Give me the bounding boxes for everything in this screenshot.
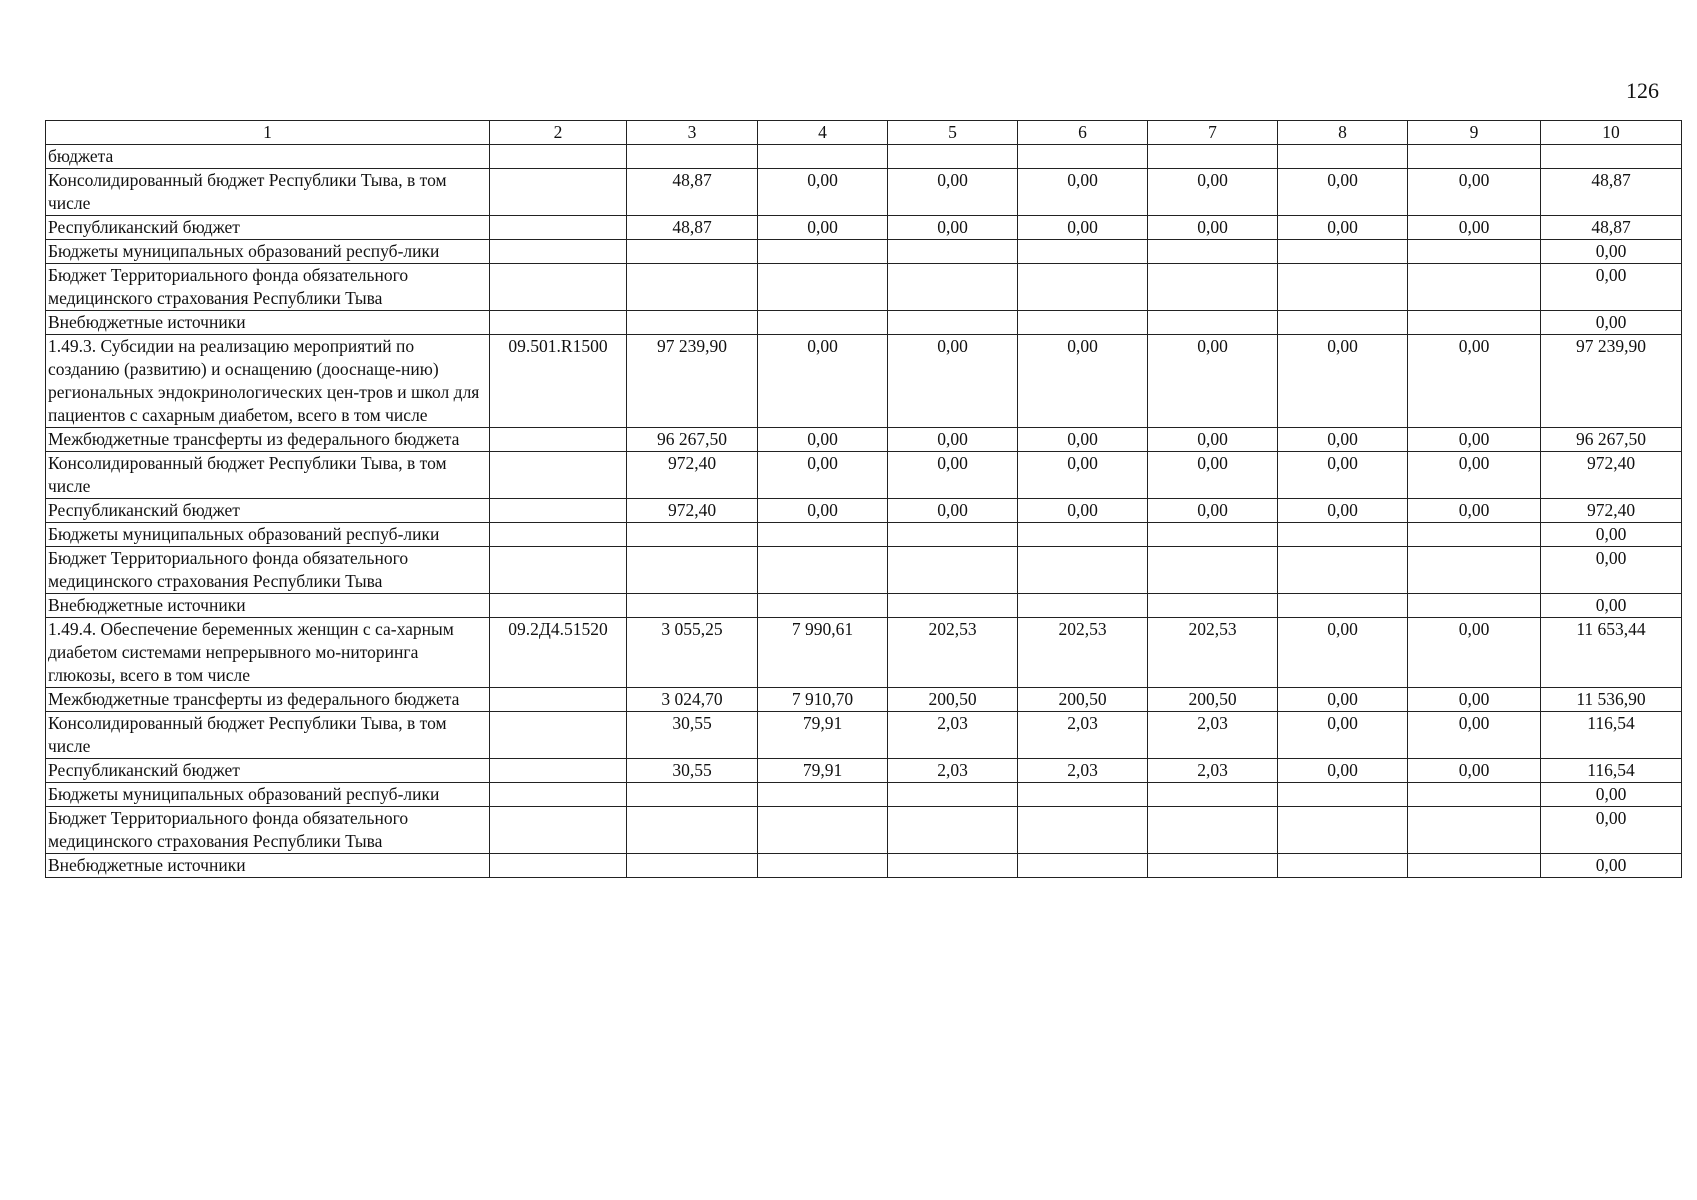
budget-code — [490, 854, 627, 878]
total-value: 97 239,90 — [1541, 335, 1682, 428]
year-value — [888, 264, 1018, 311]
column-header-2: 2 — [490, 121, 627, 145]
year-value: 0,00 — [1278, 499, 1408, 523]
year-value — [627, 594, 758, 618]
year-value: 0,00 — [1148, 335, 1278, 428]
year-value — [758, 240, 888, 264]
year-value — [1278, 547, 1408, 594]
table-row — [46, 594, 1682, 618]
total-value: 0,00 — [1541, 240, 1682, 264]
column-header-9: 9 — [1408, 121, 1541, 145]
budget-code — [490, 783, 627, 807]
year-value: 3 055,25 — [627, 618, 758, 688]
year-value: 0,00 — [1408, 169, 1541, 216]
budget-table — [45, 120, 1682, 878]
year-value: 0,00 — [1278, 452, 1408, 499]
year-value: 0,00 — [1278, 428, 1408, 452]
table-row — [46, 783, 1682, 807]
row-description: Консолидированный бюджет Республики Тыва, в том числе — [46, 169, 490, 216]
total-value: 0,00 — [1541, 264, 1682, 311]
year-value: 2,03 — [1018, 759, 1148, 783]
year-value — [1148, 311, 1278, 335]
budget-code — [490, 169, 627, 216]
table-row — [46, 688, 1682, 712]
table-row — [46, 854, 1682, 878]
year-value: 0,00 — [1148, 428, 1278, 452]
year-value: 0,00 — [888, 335, 1018, 428]
year-value — [1148, 523, 1278, 547]
table-row — [46, 618, 1682, 688]
year-value: 0,00 — [1018, 499, 1148, 523]
total-value: 0,00 — [1541, 547, 1682, 594]
year-value — [758, 783, 888, 807]
year-value — [1018, 594, 1148, 618]
row-description: Межбюджетные трансферты из федерального бюджета — [46, 428, 490, 452]
year-value — [1148, 240, 1278, 264]
year-value — [1278, 594, 1408, 618]
row-description: 1.49.4. Обеспечение беременных женщин с са-харным диабетом системами непрерывного мо-ниторинга глюкозы, всего в том числе — [46, 618, 490, 688]
budget-code: 09.501.R1500 — [490, 335, 627, 428]
budget-code — [490, 594, 627, 618]
total-value: 116,54 — [1541, 712, 1682, 759]
year-value: 48,87 — [627, 216, 758, 240]
year-value — [758, 523, 888, 547]
year-value: 0,00 — [1278, 169, 1408, 216]
year-value — [1018, 854, 1148, 878]
year-value — [1408, 783, 1541, 807]
year-value: 0,00 — [1408, 216, 1541, 240]
row-description: Внебюджетные источники — [46, 311, 490, 335]
row-description: Межбюджетные трансферты из федерального бюджета — [46, 688, 490, 712]
year-value — [1018, 807, 1148, 854]
budget-code — [490, 428, 627, 452]
year-value — [1278, 854, 1408, 878]
year-value — [1408, 145, 1541, 169]
year-value: 48,87 — [627, 169, 758, 216]
total-value: 48,87 — [1541, 216, 1682, 240]
row-description: Бюджет Территориального фонда обязательного медицинского страхования Республики Тыва — [46, 547, 490, 594]
year-value: 96 267,50 — [627, 428, 758, 452]
year-value: 0,00 — [888, 452, 1018, 499]
year-value — [627, 547, 758, 594]
year-value: 79,91 — [758, 759, 888, 783]
table-row — [46, 216, 1682, 240]
year-value — [1018, 547, 1148, 594]
budget-code — [490, 712, 627, 759]
year-value: 0,00 — [758, 428, 888, 452]
year-value: 200,50 — [1018, 688, 1148, 712]
year-value: 0,00 — [1278, 759, 1408, 783]
year-value: 0,00 — [1278, 335, 1408, 428]
year-value: 202,53 — [1148, 618, 1278, 688]
year-value: 2,03 — [888, 712, 1018, 759]
year-value: 30,55 — [627, 759, 758, 783]
year-value — [758, 547, 888, 594]
year-value — [1018, 523, 1148, 547]
year-value — [758, 594, 888, 618]
total-value: 48,87 — [1541, 169, 1682, 216]
budget-code — [490, 523, 627, 547]
column-header-7: 7 — [1148, 121, 1278, 145]
year-value — [1148, 145, 1278, 169]
year-value — [1148, 783, 1278, 807]
budget-code — [490, 216, 627, 240]
budget-code — [490, 311, 627, 335]
year-value: 0,00 — [1408, 618, 1541, 688]
table-row — [46, 264, 1682, 311]
total-value: 972,40 — [1541, 499, 1682, 523]
year-value — [1408, 854, 1541, 878]
header-row — [46, 121, 1682, 145]
year-value — [1278, 807, 1408, 854]
year-value — [758, 854, 888, 878]
table-row — [46, 428, 1682, 452]
year-value: 972,40 — [627, 499, 758, 523]
year-value: 0,00 — [1408, 335, 1541, 428]
year-value: 0,00 — [888, 428, 1018, 452]
year-value: 972,40 — [627, 452, 758, 499]
total-value: 0,00 — [1541, 594, 1682, 618]
table-row — [46, 712, 1682, 759]
table-row — [46, 169, 1682, 216]
total-value: 0,00 — [1541, 311, 1682, 335]
total-value: 11 653,44 — [1541, 618, 1682, 688]
year-value: 30,55 — [627, 712, 758, 759]
year-value: 0,00 — [888, 499, 1018, 523]
year-value — [888, 311, 1018, 335]
table-row — [46, 499, 1682, 523]
year-value — [1278, 523, 1408, 547]
year-value — [1278, 264, 1408, 311]
year-value — [888, 145, 1018, 169]
column-header-10: 10 — [1541, 121, 1682, 145]
year-value — [1408, 311, 1541, 335]
year-value — [758, 264, 888, 311]
row-description: Республиканский бюджет — [46, 216, 490, 240]
year-value — [1408, 240, 1541, 264]
year-value — [888, 240, 1018, 264]
row-description: 1.49.3. Субсидии на реализацию мероприятий по созданию (развитию) и оснащению (дооснаще-нию) региональных эндокринологических цен-тров и школ для пациентов с сахарным диабетом, всего в том числе — [46, 335, 490, 428]
total-value: 0,00 — [1541, 523, 1682, 547]
year-value — [1148, 264, 1278, 311]
year-value — [1148, 854, 1278, 878]
year-value — [627, 311, 758, 335]
year-value — [758, 145, 888, 169]
year-value — [1278, 783, 1408, 807]
row-description: Бюджеты муниципальных образований респуб-лики — [46, 523, 490, 547]
table-row — [46, 145, 1682, 169]
year-value — [1148, 807, 1278, 854]
year-value: 0,00 — [1278, 712, 1408, 759]
year-value — [1408, 264, 1541, 311]
year-value — [1408, 547, 1541, 594]
year-value: 97 239,90 — [627, 335, 758, 428]
year-value — [1408, 523, 1541, 547]
row-description: Бюджет Территориального фонда обязательного медицинского страхования Республики Тыва — [46, 264, 490, 311]
row-description: Республиканский бюджет — [46, 499, 490, 523]
year-value: 0,00 — [888, 216, 1018, 240]
column-header-8: 8 — [1278, 121, 1408, 145]
row-description: Консолидированный бюджет Республики Тыва, в том числе — [46, 712, 490, 759]
year-value: 0,00 — [1278, 618, 1408, 688]
budget-code — [490, 499, 627, 523]
table-row — [46, 807, 1682, 854]
column-header-5: 5 — [888, 121, 1018, 145]
year-value: 0,00 — [758, 216, 888, 240]
year-value — [1148, 594, 1278, 618]
year-value: 0,00 — [1408, 759, 1541, 783]
year-value: 200,50 — [888, 688, 1018, 712]
table-row — [46, 523, 1682, 547]
budget-code — [490, 264, 627, 311]
total-value: 0,00 — [1541, 783, 1682, 807]
year-value — [888, 854, 1018, 878]
year-value — [1018, 240, 1148, 264]
year-value — [888, 807, 1018, 854]
year-value: 7 910,70 — [758, 688, 888, 712]
total-value: 116,54 — [1541, 759, 1682, 783]
table-row — [46, 452, 1682, 499]
year-value: 202,53 — [1018, 618, 1148, 688]
year-value: 0,00 — [1148, 452, 1278, 499]
year-value — [627, 783, 758, 807]
year-value: 2,03 — [1018, 712, 1148, 759]
year-value — [1018, 783, 1148, 807]
year-value — [1408, 807, 1541, 854]
table-row — [46, 311, 1682, 335]
year-value — [1278, 145, 1408, 169]
year-value: 0,00 — [758, 452, 888, 499]
year-value: 2,03 — [1148, 712, 1278, 759]
year-value — [1408, 594, 1541, 618]
total-value: 11 536,90 — [1541, 688, 1682, 712]
row-description: Республиканский бюджет — [46, 759, 490, 783]
year-value — [1278, 240, 1408, 264]
year-value: 2,03 — [888, 759, 1018, 783]
table-row — [46, 759, 1682, 783]
budget-code — [490, 688, 627, 712]
year-value: 0,00 — [1408, 452, 1541, 499]
row-description: Внебюджетные источники — [46, 594, 490, 618]
budget-code: 09.2Д4.51520 — [490, 618, 627, 688]
year-value — [1278, 311, 1408, 335]
column-header-6: 6 — [1018, 121, 1148, 145]
year-value — [1018, 311, 1148, 335]
year-value: 0,00 — [1148, 499, 1278, 523]
year-value: 0,00 — [1018, 169, 1148, 216]
row-description: Бюджет Территориального фонда обязательного медицинского страхования Республики Тыва — [46, 807, 490, 854]
total-value: 972,40 — [1541, 452, 1682, 499]
budget-code — [490, 145, 627, 169]
year-value — [627, 240, 758, 264]
year-value: 0,00 — [1278, 688, 1408, 712]
table-row — [46, 240, 1682, 264]
year-value: 0,00 — [888, 169, 1018, 216]
row-description: Консолидированный бюджет Республики Тыва, в том числе — [46, 452, 490, 499]
year-value: 0,00 — [1278, 216, 1408, 240]
total-value: 0,00 — [1541, 854, 1682, 878]
year-value: 3 024,70 — [627, 688, 758, 712]
budget-code — [490, 240, 627, 264]
table-row — [46, 335, 1682, 428]
year-value: 0,00 — [1148, 216, 1278, 240]
year-value — [1148, 547, 1278, 594]
year-value: 200,50 — [1148, 688, 1278, 712]
column-header-1: 1 — [46, 121, 490, 145]
budget-code — [490, 807, 627, 854]
year-value — [888, 594, 1018, 618]
year-value — [888, 523, 1018, 547]
total-value — [1541, 145, 1682, 169]
year-value — [758, 311, 888, 335]
year-value — [627, 264, 758, 311]
year-value — [627, 145, 758, 169]
year-value: 0,00 — [758, 499, 888, 523]
table-body — [46, 145, 1682, 878]
year-value — [888, 783, 1018, 807]
row-description: Внебюджетные источники — [46, 854, 490, 878]
year-value: 0,00 — [1408, 712, 1541, 759]
year-value: 0,00 — [1018, 452, 1148, 499]
year-value: 0,00 — [1018, 335, 1148, 428]
year-value: 0,00 — [758, 335, 888, 428]
year-value — [627, 807, 758, 854]
year-value: 0,00 — [1018, 428, 1148, 452]
year-value — [1018, 264, 1148, 311]
year-value: 0,00 — [1408, 428, 1541, 452]
row-description: Бюджеты муниципальных образований респуб-лики — [46, 783, 490, 807]
total-value: 96 267,50 — [1541, 428, 1682, 452]
column-header-4: 4 — [758, 121, 888, 145]
year-value: 2,03 — [1148, 759, 1278, 783]
year-value — [758, 807, 888, 854]
budget-code — [490, 452, 627, 499]
budget-code — [490, 759, 627, 783]
year-value — [1018, 145, 1148, 169]
column-header-3: 3 — [627, 121, 758, 145]
year-value: 202,53 — [888, 618, 1018, 688]
year-value: 0,00 — [1408, 499, 1541, 523]
total-value: 0,00 — [1541, 807, 1682, 854]
year-value — [627, 523, 758, 547]
row-description: бюджета — [46, 145, 490, 169]
row-description: Бюджеты муниципальных образований респуб-лики — [46, 240, 490, 264]
year-value — [888, 547, 1018, 594]
budget-code — [490, 547, 627, 594]
year-value: 0,00 — [1148, 169, 1278, 216]
table-row — [46, 547, 1682, 594]
year-value: 79,91 — [758, 712, 888, 759]
year-value: 7 990,61 — [758, 618, 888, 688]
year-value: 0,00 — [1018, 216, 1148, 240]
year-value: 0,00 — [1408, 688, 1541, 712]
year-value: 0,00 — [758, 169, 888, 216]
page-number: 126 — [1626, 78, 1659, 103]
year-value — [627, 854, 758, 878]
